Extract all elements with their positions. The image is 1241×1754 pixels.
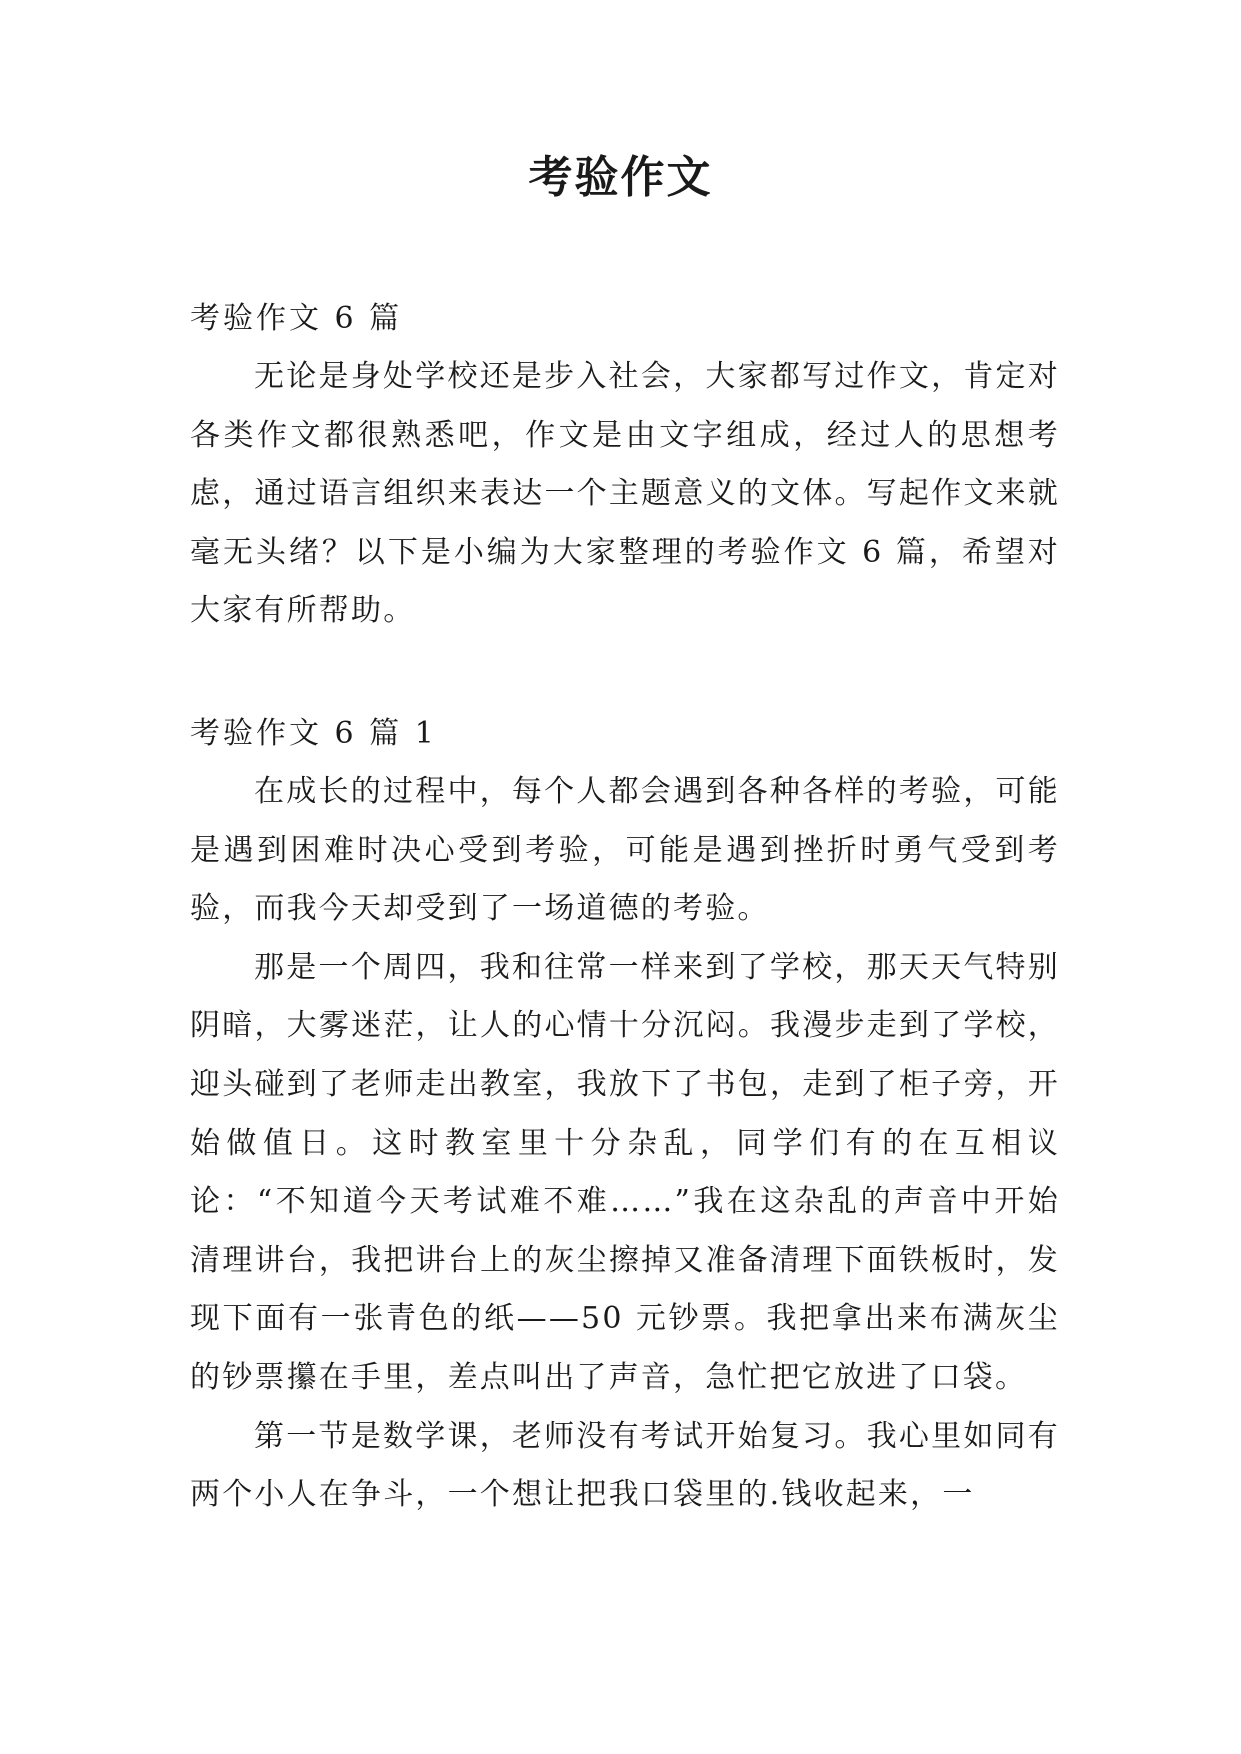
section-heading: 考验作文 6 篇 1 xyxy=(190,715,437,751)
body-paragraph: 第一节是数学课，老师没有考试开始复习。我心里如同有两个小人在争斗，一个想让把我口袋里的.钱收起来，一 xyxy=(190,1418,1060,1513)
document-title: 考验作文 xyxy=(528,152,713,203)
section-spacer xyxy=(190,641,1060,705)
intro-heading: 考验作文 6 篇 xyxy=(190,301,403,336)
body-paragraph: 那是一个周四，我和往常一样来到了学校，那天天气特别阴暗，大雾迷茫，让人的心情十分沉闷。我漫步走到了学校，迎头碰到了老师走出教室，我放下了书包，走到了柜子旁，开始做值日。这时教室里十分杂乱，同学们有的在互相议论：“不知道今天考试难不难……”我在这杂乱的声音中开始清理讲台，我把讲台上的灰尘擦掉又准备清理下面铁板时，发现下面有一张青色的纸——50 元钞票。我把拿出来布满灰尘的钞票攥在手里，差点叫出了声音，急忙把它放进了口袋。 xyxy=(190,949,1060,1395)
document-body xyxy=(190,290,1060,1525)
body-paragraph: 在成长的过程中，每个人都会遇到各种各样的考验，可能是遇到困难时决心受到考验，可能是遇到挫折时勇气受到考验，而我今天却受到了一场道德的考验。 xyxy=(190,773,1060,927)
intro-paragraph: 无论是身处学校还是步入社会，大家都写过作文，肯定对各类作文都很熟悉吧，作文是由文字组成，经过人的思想考虑，通过语言组织来表达一个主题意义的文体。写起作文来就毫无头绪？以下是小编为大家整理的考验作文 6 篇，希望对大家有所帮助。 xyxy=(190,359,1060,629)
